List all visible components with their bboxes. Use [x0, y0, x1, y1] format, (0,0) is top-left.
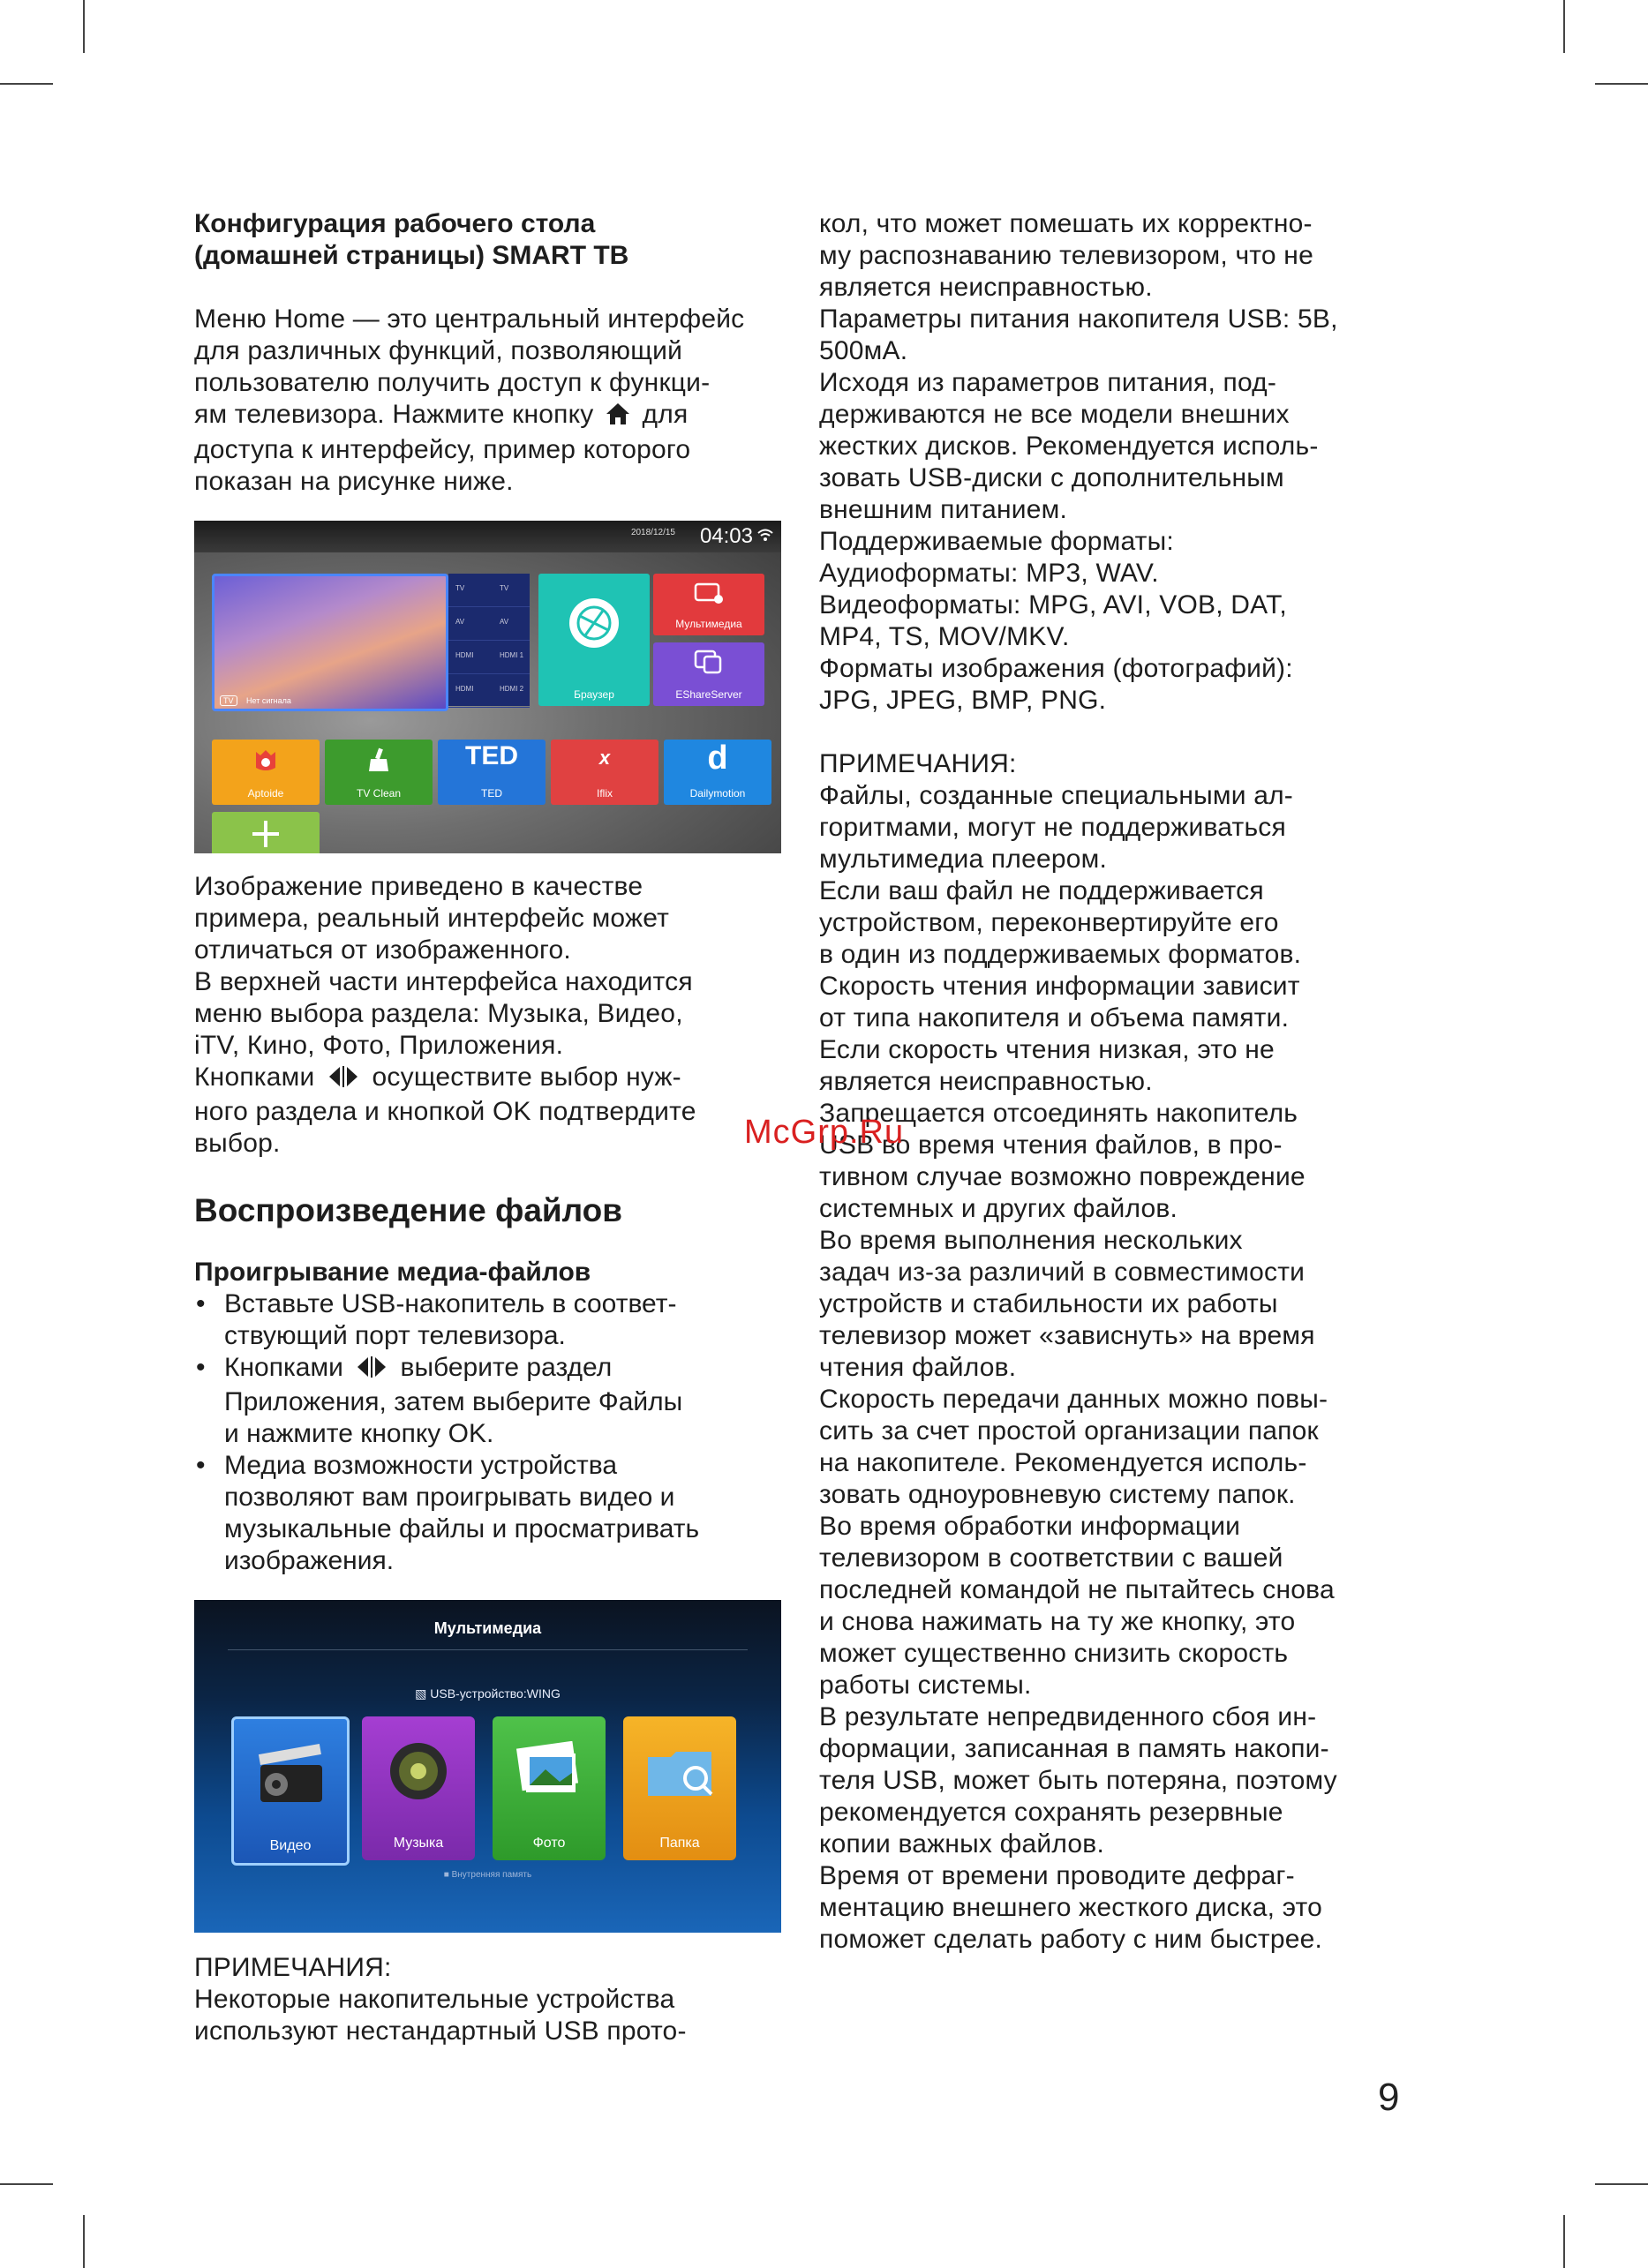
right-column [819, 208, 1411, 1956]
paragraph-line: 500мА. [819, 336, 908, 365]
text-span: Кнопками [194, 1063, 315, 1092]
paragraph-line: MP4, TS, MOV/MKV. [819, 622, 1070, 651]
right-notes [819, 780, 1411, 1956]
paragraph-line: от типа накопителя и объема памяти. [819, 1003, 1290, 1033]
instructions-list [194, 1288, 781, 1577]
multimedia-tile[interactable] [653, 574, 764, 635]
paragraph-line: показан на рисунке ниже. [194, 467, 514, 496]
crop-mark [0, 83, 53, 85]
paragraph-line: выбор. [194, 1129, 281, 1158]
crop-mark [1595, 83, 1648, 85]
paragraph-line: отличаться от изображенного. [194, 935, 571, 965]
list-item: • Кнопками выберите раздел Приложения, затем выберите Файлы и нажмите кнопку OK. [194, 1352, 781, 1450]
paragraph-line: на накопителе. Рекомендуется исполь- [819, 1448, 1307, 1477]
page-number: 9 [1378, 2076, 1400, 2119]
folder-tile[interactable] [623, 1716, 736, 1860]
aptoide-icon [252, 747, 279, 776]
input-source-list [448, 574, 530, 706]
paragraph-line: является неисправностью. [819, 1067, 1153, 1096]
paragraph-line: в один из поддерживаемых форматов. [819, 940, 1302, 969]
left-right-arrows-icon [354, 1355, 389, 1386]
paragraph-line: последней командой не пытайтесь снова [819, 1575, 1335, 1604]
paragraph-line: телевизор может «зависнуть» на время [819, 1321, 1315, 1350]
dailymotion-logo: d [707, 740, 728, 777]
paragraph-line: системных и других файлов. [819, 1194, 1178, 1223]
paragraph-line: Видеоформаты: MPG, AVI, VOB, DAT, [819, 590, 1287, 620]
multimedia-label: Мультимедиа [675, 618, 742, 630]
aptoide-tile[interactable] [212, 740, 320, 805]
film-clapper-icon [253, 1744, 327, 1810]
paragraph-line: устройством, переконвертируйте его [819, 908, 1279, 937]
speaker-icon [383, 1738, 454, 1813]
eshare-label: EShareServer [675, 688, 742, 701]
wifi-icon [756, 528, 774, 546]
usb-device-label[interactable] [194, 1686, 781, 1701]
paragraph-line: Поддерживаемые форматы: [819, 527, 1174, 556]
internal-memory-label[interactable] [194, 1870, 781, 1880]
no-signal-label [220, 696, 291, 705]
paragraph-line: мультимедиа плеером. [819, 845, 1107, 874]
folder-label: Папка [659, 1836, 700, 1851]
text-span: для [642, 400, 689, 429]
plus-icon [251, 819, 281, 852]
iflix-label: Iflix [597, 787, 613, 800]
paragraph-line: Скорость передачи данных можно повы- [819, 1385, 1328, 1414]
paragraph-line: Некоторые накопительные устройства [194, 1985, 675, 2014]
paragraph-line: для различных функций, позволяющий [194, 336, 683, 365]
broom-icon [365, 747, 392, 776]
paragraph-line: может существенно снизить скорость [819, 1639, 1289, 1668]
paragraph-line: пользователю получить доступ к функци- [194, 368, 711, 397]
paragraph-line: USB во время чтения файлов, в про- [819, 1130, 1283, 1160]
tv-badge: TV [220, 695, 237, 706]
paragraph-line: рекомендуется сохранять резервные [819, 1798, 1283, 1827]
paragraph-line: Время от времени проводите дефраг- [819, 1861, 1295, 1890]
paragraph-line: Во время обработки информации [819, 1512, 1241, 1541]
paragraph-line: Если ваш файл не поддерживается [819, 876, 1264, 905]
status-date: 2018/12/15 [630, 528, 675, 537]
paragraph-line: внешним питанием. [819, 495, 1068, 524]
paragraph-line [194, 1062, 781, 1096]
paragraph-line: жестких дисков. Рекомендуется исполь- [819, 432, 1319, 461]
paragraph-line: зовать одноуровневую систему папок. [819, 1480, 1296, 1509]
ted-tile[interactable] [438, 740, 546, 805]
crop-mark [1563, 0, 1565, 53]
paragraph-line: Аудиоформаты: MP3, WAV. [819, 559, 1159, 588]
multimedia-icon [694, 582, 724, 608]
paragraph-line: сить за счет простой организации папок [819, 1416, 1319, 1446]
paragraph-line: устройств и стабильности их работы [819, 1289, 1278, 1318]
crop-mark [83, 2215, 85, 2268]
paragraph-line: Если скорость чтения низкая, это не [819, 1035, 1275, 1064]
add-app-tile[interactable] [212, 812, 320, 853]
tv-preview-tile[interactable] [212, 574, 448, 711]
paragraph-line: чтения файлов. [819, 1353, 1017, 1382]
eshare-tile[interactable] [653, 642, 764, 706]
notes-title: ПРИМЕЧАНИЯ: [194, 1953, 392, 1982]
paragraph-line: iTV, Кино, Фото, Приложения. [194, 1031, 564, 1060]
photo-label: Фото [532, 1836, 566, 1851]
browser-label: Браузер [574, 688, 614, 701]
video-label: Видео [269, 1838, 312, 1853]
paragraph-line: поможет сделать работу с ним быстрее. [819, 1925, 1323, 1954]
paragraph-line: Параметры питания накопителя USB: 5В, [819, 304, 1338, 334]
paragraph-line: ментацию внешнего жесткого диска, это [819, 1893, 1323, 1922]
paragraph-line: Во время выполнения нескольких [819, 1226, 1243, 1255]
paragraph-line: доступа к интерфейсу, пример которого [194, 435, 691, 464]
paragraph-line: телевизором в соответствии с вашей [819, 1543, 1283, 1573]
home-icon [605, 402, 631, 434]
usb-device-name: USB-устройство:WING [430, 1686, 561, 1701]
photo-icon [510, 1741, 588, 1807]
dailymotion-tile[interactable] [664, 740, 771, 805]
music-tile[interactable] [362, 1716, 475, 1860]
browser-tile[interactable] [538, 574, 650, 706]
paragraph-line: тивном случае возможно повреждение [819, 1162, 1306, 1191]
screen-share-icon [694, 650, 724, 677]
globe-icon [568, 597, 621, 652]
dailymotion-label: Dailymotion [689, 787, 746, 800]
paragraph-line: используют нестандартный USB прото- [194, 2016, 687, 2046]
right-paragraphs [819, 208, 1411, 717]
tvclean-label: TV Clean [356, 787, 402, 800]
multimedia-title: Мультимедиа [433, 1619, 542, 1637]
ted-label: TED [481, 787, 502, 800]
paragraph-line: задач из-за различий в совместимости [819, 1258, 1306, 1287]
left-right-arrows-icon [326, 1064, 361, 1096]
paragraph-line: формации, записанная в память накопи- [819, 1734, 1329, 1763]
paragraph-line: Изображение приведено в качестве [194, 872, 643, 901]
left-column [194, 208, 781, 2047]
aptoide-label: Aptoide [247, 787, 284, 800]
paragraph-line: кол, что может помешать их корректно- [819, 209, 1313, 238]
input-source-item[interactable]: HDMI HDMI 1 [448, 641, 530, 674]
subsection-title: Проигрывание медиа-файлов [194, 1258, 591, 1287]
notes-title: ПРИМЕЧАНИЯ: [819, 749, 1017, 778]
paragraph-line: В результате непредвиденного сбоя ин- [819, 1702, 1317, 1731]
internal-memory-text: Внутренняя память [451, 1870, 532, 1880]
input-source-item[interactable]: TV TV [448, 574, 530, 607]
paragraph-line: меню выбора раздела: Музыка, Видео, [194, 999, 683, 1028]
usb-icon: ▧ [415, 1686, 427, 1701]
tvclean-tile[interactable] [325, 740, 433, 805]
crop-mark [0, 2183, 53, 2185]
list-item: • Медиа возможности устройства позволяют вам проигрывать видео и музыкальные файлы и просматривать изображения. [194, 1450, 781, 1577]
video-tile[interactable] [231, 1716, 350, 1866]
paragraph-line: Запрещается отсоединять накопитель [819, 1099, 1298, 1128]
status-bar [194, 521, 781, 552]
iflix-logo: x [598, 747, 611, 769]
crop-mark [1563, 2215, 1565, 2268]
crop-mark [83, 0, 85, 53]
text-span: осуществите выбор нуж- [372, 1063, 681, 1092]
paragraph-line: JPG, JPEG, BMP, PNG. [819, 686, 1107, 715]
folder-icon [643, 1743, 717, 1806]
paragraph-line [194, 399, 781, 434]
paragraph-line: горитмами, могут не поддерживаться [819, 813, 1286, 842]
paragraph-line: Файлы, созданные специальными ал- [819, 781, 1293, 810]
section-title: Воспроизведение файлов [194, 1192, 623, 1228]
paragraph-line: зовать USB-диски с дополнительным [819, 463, 1284, 492]
paragraph-line: му распознаванию телевизором, что не [819, 241, 1313, 270]
section-title-line: Конфигурация рабочего стола [194, 209, 596, 238]
divider [228, 1649, 748, 1650]
paragraph-line: Меню Home — это центральный интерфейс [194, 304, 745, 334]
paragraph-line: Форматы изображения (фотографий): [819, 654, 1293, 683]
smart-tv-home-screenshot [194, 521, 781, 853]
music-label: Музыка [393, 1836, 444, 1851]
paragraph-line: Скорость чтения информации зависит [819, 972, 1300, 1001]
list-item: • Вставьте USB-накопитель в соответ- ствующий порт телевизора. [194, 1288, 781, 1352]
paragraph-line: копии важных файлов. [819, 1829, 1104, 1859]
text-span: ям телевизора. Нажмите кнопку [194, 400, 594, 429]
paragraph-line: является неисправностью. [819, 273, 1153, 302]
paragraph-line: В верхней части интерфейса находится [194, 967, 693, 996]
input-source-item[interactable]: AV AV [448, 607, 530, 641]
photo-tile[interactable] [493, 1716, 606, 1860]
paragraph-line: держиваются не все модели внешних [819, 400, 1290, 429]
memory-icon: ■ [443, 1870, 449, 1880]
input-source-item[interactable]: HDMI HDMI 2 [448, 674, 530, 708]
paragraph-line: и снова нажимать на ту же кнопку, это [819, 1607, 1296, 1636]
iflix-tile[interactable] [551, 740, 658, 805]
paragraph-line: Исходя из параметров питания, под- [819, 368, 1277, 397]
ted-logo: TED [465, 741, 518, 770]
watermark: McGrp.Ru [744, 1114, 905, 1151]
multimedia-screenshot [194, 1600, 781, 1933]
section-title-line: (домашней страницы) SMART ТВ [194, 241, 629, 270]
paragraph-line: ного раздела и кнопкой OK подтвердите [194, 1097, 696, 1126]
paragraph-line: примера, реальный интерфейс может [194, 904, 670, 933]
paragraph-line: теля USB, может быть потеряна, поэтому [819, 1766, 1337, 1795]
crop-mark [1595, 2183, 1648, 2185]
no-signal-text: Нет сигнала [246, 696, 291, 705]
status-time: 04:03 [699, 524, 753, 548]
paragraph-line: работы системы. [819, 1671, 1032, 1700]
